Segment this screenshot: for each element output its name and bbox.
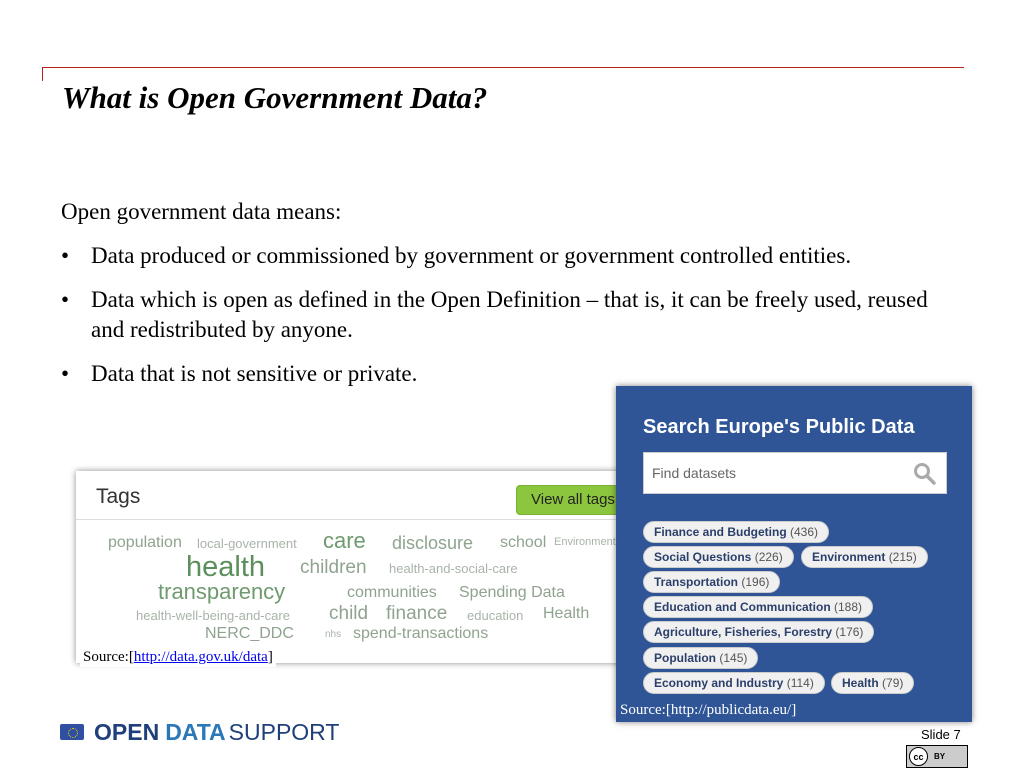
logo-open-text: OPEN	[94, 718, 160, 745]
chip-count: (176)	[835, 625, 864, 639]
logo-support-text: SUPPORT	[228, 718, 340, 745]
bullet-list	[61, 241, 941, 403]
category-chip[interactable]	[643, 521, 829, 543]
open-data-support-logo	[60, 718, 339, 746]
category-chip[interactable]	[643, 621, 874, 643]
category-chip[interactable]	[643, 672, 825, 694]
tag-link[interactable]: child	[329, 603, 369, 624]
by-icon: BY	[934, 752, 946, 761]
search-source-caption: Source:[http://publicdata.eu/]	[620, 702, 797, 718]
tag-link[interactable]: NERC_DDC	[205, 625, 294, 642]
tag-link[interactable]: health-well-being-and-care	[136, 608, 290, 623]
search-panel-title: Search Europe's Public Data	[643, 416, 915, 438]
chip-count: (188)	[834, 600, 863, 614]
chip-count: (145)	[719, 651, 748, 665]
tag-link[interactable]: Health	[543, 605, 590, 622]
tag-link[interactable]: children	[300, 557, 367, 578]
chip-count: (226)	[754, 550, 783, 564]
chip-label: Transportation	[654, 575, 739, 589]
chip-count: (215)	[888, 550, 917, 564]
source-link[interactable]: http://data.gov.uk/data	[133, 649, 268, 665]
tag-link[interactable]: spend-transactions	[353, 625, 489, 642]
tag-link[interactable]: education	[467, 608, 524, 623]
chip-label: Education and Communication	[654, 600, 831, 614]
intro-text: Open government data means:	[61, 199, 342, 224]
tag-link[interactable]: population	[108, 534, 182, 551]
tag-link[interactable]: local-government	[197, 536, 297, 551]
chip-count: (436)	[790, 525, 819, 539]
tags-source-caption	[80, 648, 276, 667]
tag-link[interactable]: Environment	[554, 536, 616, 548]
chip-count: (114)	[786, 676, 814, 690]
chip-label: Social Questions	[654, 550, 752, 564]
chip-label: Agriculture, Fisheries, Forestry	[654, 625, 833, 639]
bullet-item: • Data that is not sensitive or private.	[61, 359, 941, 389]
tag-link[interactable]: care	[323, 528, 366, 553]
chip-label: Finance and Budgeting	[654, 525, 787, 539]
tag-link[interactable]: school	[500, 534, 547, 551]
search-input[interactable]	[652, 453, 892, 493]
search-box	[643, 452, 947, 494]
tag-link[interactable]: health-and-social-care	[389, 561, 518, 576]
search-icon[interactable]	[912, 461, 936, 485]
tags-header	[76, 471, 636, 520]
chip-count: (79)	[882, 676, 904, 690]
view-all-tags-button[interactable]: View all tags	[516, 485, 636, 515]
tag-link[interactable]: disclosure	[392, 533, 474, 553]
tag-link[interactable]: health	[186, 551, 266, 583]
tags-panel	[76, 471, 636, 663]
category-chip[interactable]	[643, 596, 873, 618]
chip-label: Economy and Industry	[654, 676, 784, 690]
category-chip[interactable]	[643, 571, 780, 593]
category-chip[interactable]	[643, 546, 794, 568]
slide-number: Slide 7	[921, 727, 961, 742]
source-prefix: Source:[	[83, 649, 134, 665]
tag-cloud	[76, 521, 636, 651]
logo-data-text: DATA	[165, 718, 226, 745]
tag-link[interactable]: communities	[347, 584, 437, 601]
bullet-item: • Data produced or commissioned by government or government controlled entities.	[61, 241, 941, 271]
tag-link[interactable]: Spending Data	[459, 584, 565, 601]
category-chip[interactable]	[801, 546, 928, 568]
chip-label: Population	[654, 651, 716, 665]
cc-icon: cc	[909, 747, 928, 766]
tag-link[interactable]: nhs	[325, 629, 342, 640]
category-chip[interactable]	[831, 672, 914, 694]
eu-flag-icon	[60, 724, 84, 740]
chip-label: Environment	[812, 550, 886, 564]
tags-title: Tags	[96, 485, 141, 508]
title-rule	[42, 67, 964, 68]
slide-title: What is Open Government Data?	[62, 80, 488, 115]
source-suffix: ]	[267, 649, 273, 665]
bullet-item: • Data which is open as defined in the Open Definition – that is, it can be freely used, reused and redistributed by anyone.	[61, 285, 941, 345]
search-panel	[616, 386, 972, 722]
chip-count: (196)	[741, 575, 770, 589]
category-chip[interactable]	[643, 647, 758, 669]
chip-label: Health	[842, 676, 879, 690]
tag-link[interactable]: finance	[386, 603, 448, 624]
title-rule-tick	[42, 67, 43, 81]
tag-link[interactable]: transparency	[158, 579, 286, 604]
cc-by-license-icon	[906, 745, 968, 768]
